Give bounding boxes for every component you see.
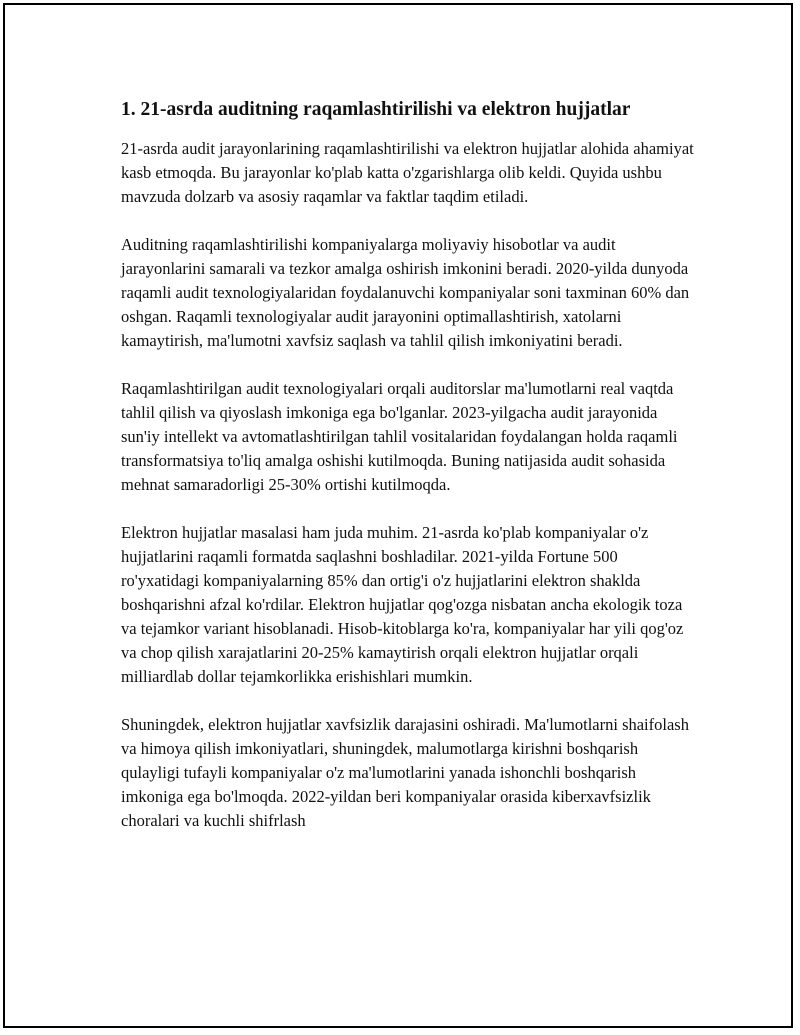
paragraph-audit-digitalization: Auditning raqamlashtirilishi kompaniyalarga moliyaviy hisobotlar va audit jarayonlarini samarali va tezkor amalga oshirish imkonini beradi. 2020-yilda dunyoda raqamli audit texnologiyalaridan foydalanuvchi kompaniyalar soni taxminan 60% dan oshgan. Raqamli texnologiyalar audit jarayonini optimallashtirish, xatolarni kamaytirish, ma'lumotni xavfsiz saqlash va tahlil qilish imkoniyatini beradi. [121, 235, 690, 350]
section-heading: 1. 21-asrda auditning raqamlashtirilishi va elektron hujjatlar [121, 99, 631, 120]
paragraph-digital-audit-technologies: Raqamlashtirilgan audit texnologiyalari orqali auditorslar ma'lumotlarni real vaqtda tahlil qilish va qiyoslash imkoniga ega bo'lganlar. 2023-yilgacha audit jarayonida sun'iy intellekt va avtomatlashtirilgan tahlil vositalaridan foydalangan holda raqamli transformatsiya to'liq amalga oshishi kutilmoqda. Buning natijasida audit sohasida mehnat samaradorligi 25-30% ortishi kutilmoqda. [121, 379, 678, 494]
paragraph-electronic-documents: Elektron hujjatlar masalasi ham juda muhim. 21-asrda ko'plab kompaniyalar o'z hujjatlarini raqamli formatda saqlashni boshladilar. 2021-yilda Fortune 500 ro'yxatidagi kompaniyalarning 85% dan ortig'i o'z hujjatlarini elektron shaklda boshqarishni afzal ko'rdilar. Elektron hujjatlar qog'ozga nisbatan ancha ekologik toza va tejamkor variant hisoblanadi. Hisob-kitoblarga ko'ra, kompaniyalar har yili qog'oz va chop qilish xarajatlarini 20-25% kamaytirish orqali elektron hujjatlar orqali milliardlab dollar tejamkorlikka erishishlari mumkin. [121, 523, 684, 686]
paragraph-document-security: Shuningdek, elektron hujjatlar xavfsizlik darajasini oshiradi. Ma'lumotlarni shaifolash va himoya qilish imkoniyatlari, shuningdek, malumotlarga kirishni boshqarish qulayligi tufayli kompaniyalar o'z ma'lumotlarini yanada ishonchli boshqarish imkoniga ega bo'lmoqda. 2022-yildan beri kompaniyalar orasida kiberxavfsizlik choralari va kuchli shifrlash [121, 715, 689, 830]
document-page [3, 3, 793, 1028]
paragraph-intro: 21-asrda audit jarayonlarining raqamlashtirilishi va elektron hujjatlar alohida ahamiyat kasb etmoqda. Bu jarayonlar ko'plab katta o'zgarishlarga olib keldi. Quyida ushbu mavzuda dolzarb va asosiy raqamlar va faktlar taqdim etiladi. [121, 139, 694, 206]
document-body [121, 93, 696, 857]
